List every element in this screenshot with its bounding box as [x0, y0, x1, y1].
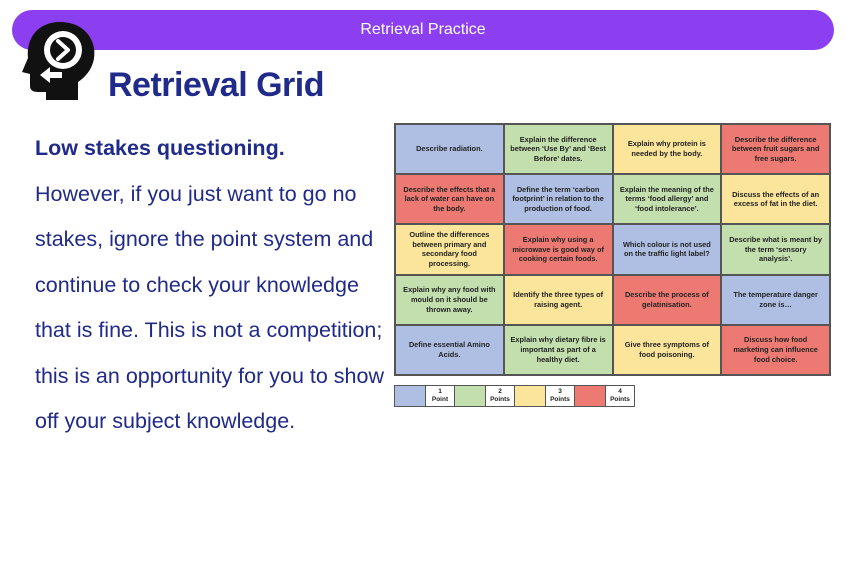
lead-text: Low stakes questioning. [35, 136, 285, 160]
legend-points-unit: Point [431, 396, 449, 403]
legend-label [546, 386, 575, 406]
grid-question-cell: Give three symptoms of food poisoning. [613, 325, 722, 375]
grid-question-cell: Which colour is not used on the traffic light label? [613, 224, 722, 274]
grid-question-cell: Discuss how food marketing can influence food choice. [721, 325, 830, 375]
grid-question-cell: Describe the process of gelatinisation. [613, 275, 722, 325]
grid-question-cell: Discuss the effects of an excess of fat in the diet. [721, 174, 830, 224]
legend-points-number: 3 [558, 387, 562, 395]
grid-question-cell: Define essential Amino Acids. [395, 325, 504, 375]
legend-points-number: 4 [618, 387, 622, 395]
legend-label [606, 386, 634, 406]
points-legend [394, 385, 635, 407]
section-banner: Retrieval Practice [12, 10, 834, 50]
grid-question-cell: Outline the differences between primary and secondary food processing. [395, 224, 504, 274]
grid-question-cell: Explain why any food with mould on it should be thrown away. [395, 275, 504, 325]
grid-question-cell: Explain the difference between ‘Use By’ and ‘Best Before’ dates. [504, 124, 613, 174]
grid-question-cell: Explain why protein is needed by the body. [613, 124, 722, 174]
description-text: However, if you just want to go no stakes, ignore the point system and continue to check your knowledge that is fine. This is not a competition; this is an opportunity for you to show off your subject knowledge. [35, 181, 384, 433]
legend-label [426, 386, 455, 406]
grid-question-cell: Explain why dietary fibre is important as part of a healthy diet. [504, 325, 613, 375]
legend-swatch [455, 386, 486, 406]
grid-question-cell: Identify the three types of raising agent. [504, 275, 613, 325]
legend-points-unit: Points [550, 396, 570, 403]
head-with-arrow-icon [20, 20, 96, 100]
legend-swatch [395, 386, 426, 406]
legend-swatch [515, 386, 546, 406]
grid-question-cell: Describe the difference between fruit sugars and free sugars. [721, 124, 830, 174]
grid-question-cell: Describe what is meant by the term ‘sensory analysis’. [721, 224, 830, 274]
grid-question-cell: Define the term ‘carbon footprint’ in relation to the production of food. [504, 174, 613, 224]
grid-question-cell: Explain the meaning of the terms ‘food allergy’ and ‘food intolerance’. [613, 174, 722, 224]
legend-points-unit: Points [490, 396, 510, 403]
legend-swatch [575, 386, 606, 406]
legend-points-number: 2 [498, 387, 502, 395]
grid-question-cell: Describe radiation. [395, 124, 504, 174]
grid-question-cell: Explain why using a microwave is good way of cooking certain foods. [504, 224, 613, 274]
grid-question-cell: The temperature danger zone is… [721, 275, 830, 325]
body-paragraph [35, 126, 385, 445]
retrieval-grid [394, 123, 831, 376]
grid-question-cell: Describe the effects that a lack of water can have on the body. [395, 174, 504, 224]
legend-points-number: 1 [438, 387, 442, 395]
page-title: Retrieval Grid [108, 66, 324, 104]
legend-label [486, 386, 515, 406]
legend-points-unit: Points [610, 396, 630, 403]
